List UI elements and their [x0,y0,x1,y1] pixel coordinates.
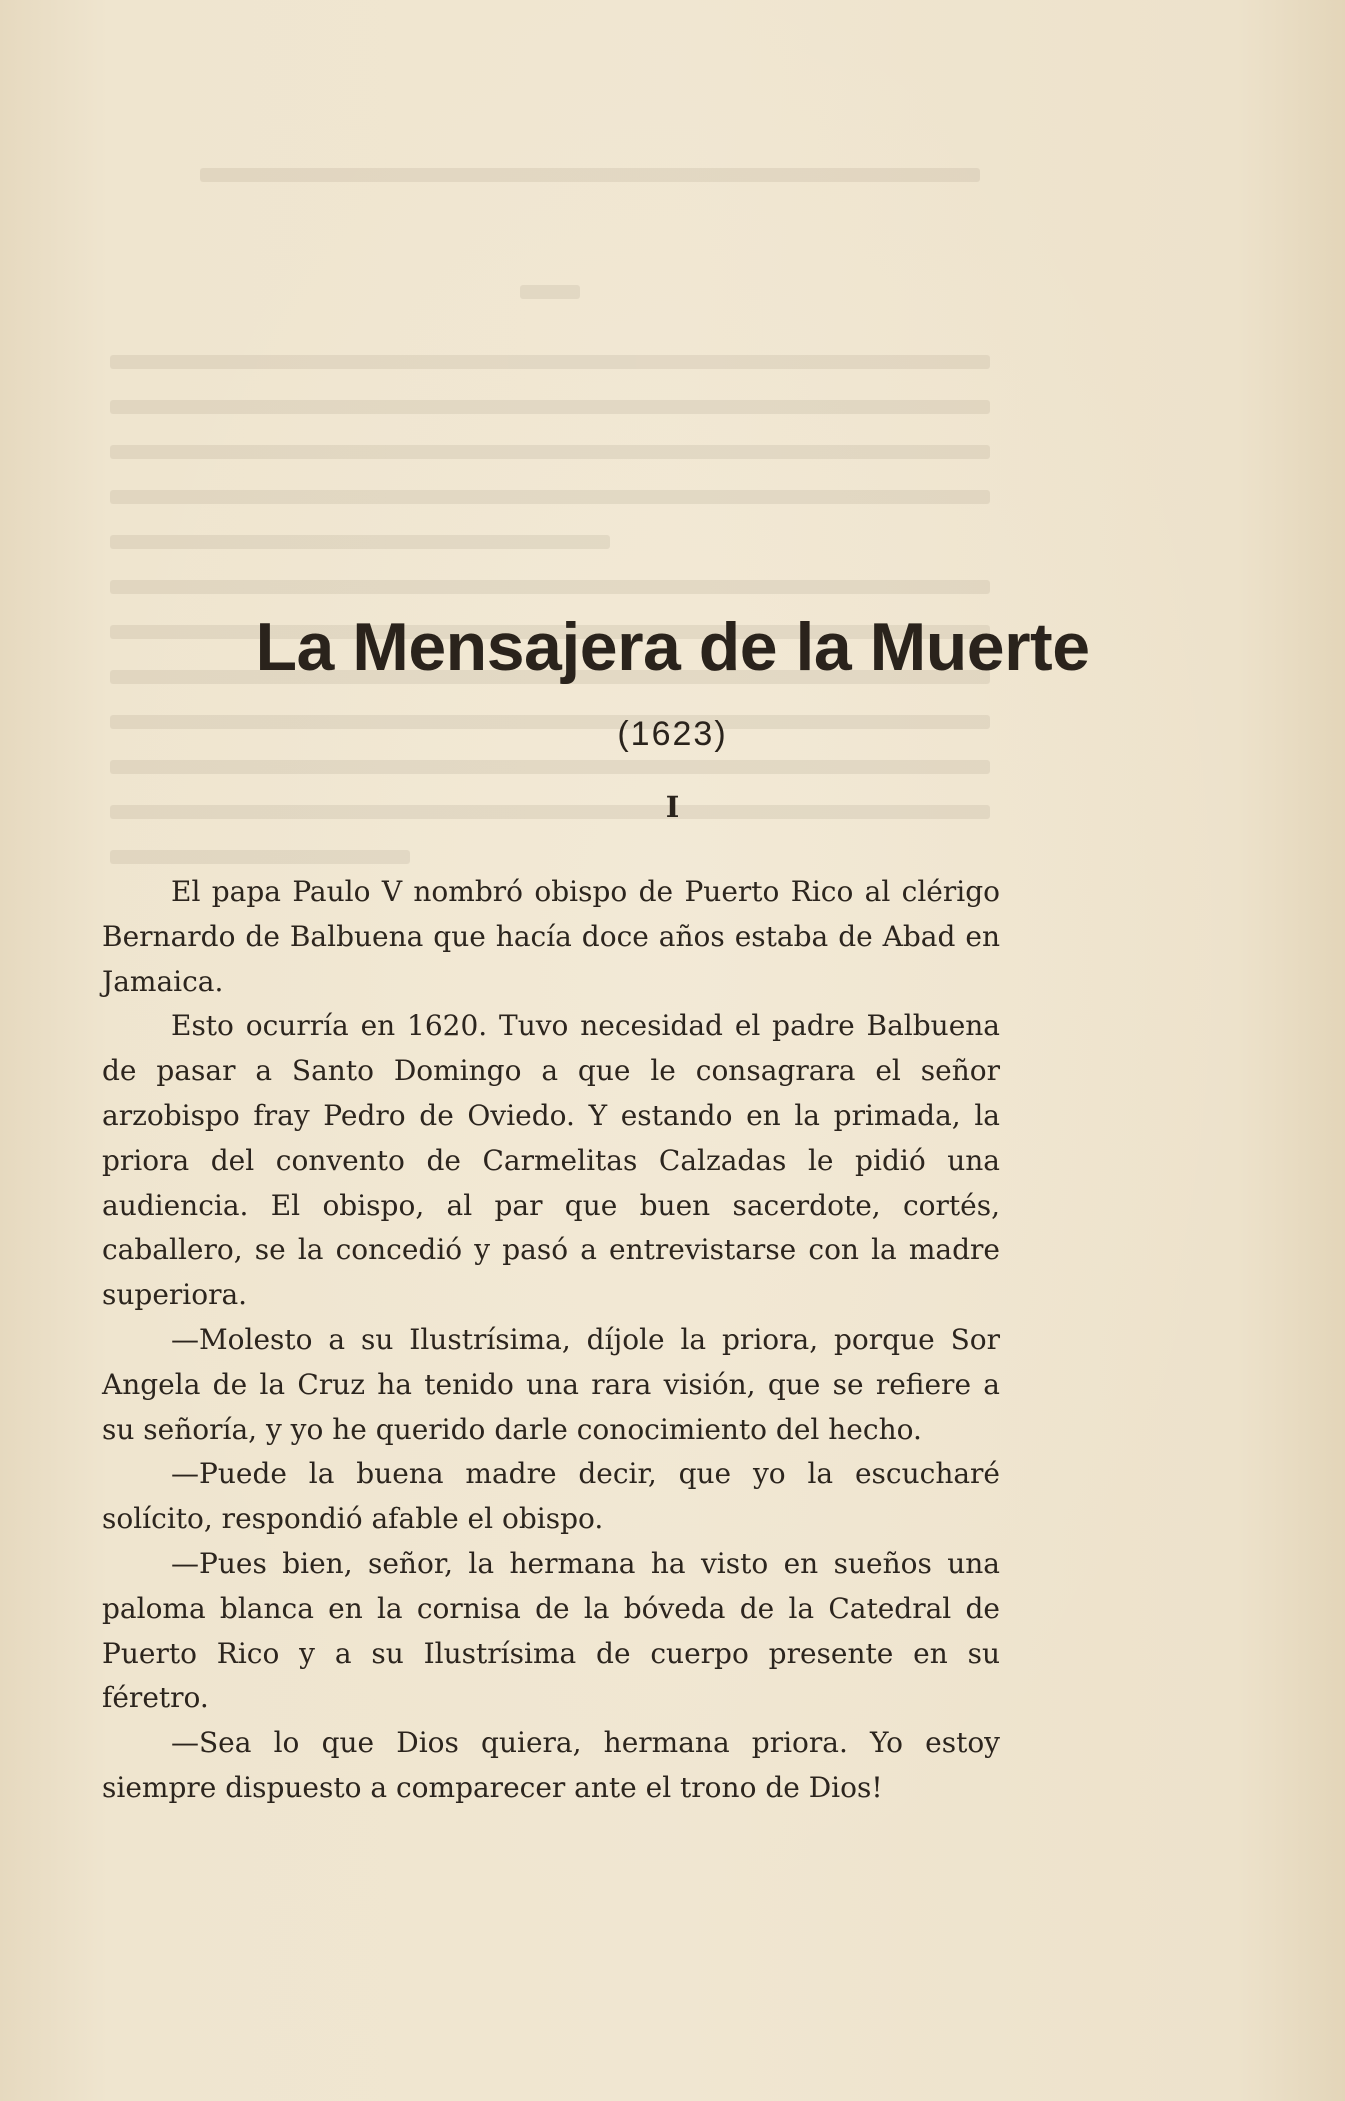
paragraph: Esto ocurría en 1620. Tuvo necesidad el padre Balbuena de pasar a Santo Domingo a que le consagrara el señor arzobispo fray Pedro de Oviedo. Y estando en la primada, la priora del convento de Carmelitas Calzadas le pidió una audiencia. El obispo, al par que buen sacerdote, cortés, caballero, se la concedió y pasó a entrevistarse con la madre superiora. [102,1009,1000,1312]
body-text [102,870,1000,1811]
section-number: I [665,790,680,824]
show-through-text [0,0,1345,900]
paragraph: —Molesto a su Ilustrísima, díjole la priora, porque Sor Angela de la Cruz ha tenido una rara visión, que se refiere a su señoría, y yo he querido darle conocimiento del hecho. [102,1322,1000,1446]
chapter-title: La Mensajera de la Muerte [255,609,1090,685]
paragraph: El papa Paulo V nombró obispo de Puerto Rico al clérigo Bernardo de Balbuena que hacía doce años estaba de Abad en Jamaica. [102,875,1000,998]
chapter-year: (1623) [617,715,728,753]
paragraph: —Pues bien, señor, la hermana ha visto en sueños una paloma blanca en la cornisa de la bóveda de la Catedral de Puerto Rico y a su Ilustrísima de cuerpo presente en su féretro. [102,1546,1000,1715]
paragraph: —Puede la buena madre decir, que yo la escucharé solícito, respondió afable el obispo. [102,1457,1000,1536]
paragraph: —Sea lo que Dios quiera, hermana priora. Yo estoy siempre dispuesto a comparecer ante el trono de Dios! [102,1726,1000,1804]
